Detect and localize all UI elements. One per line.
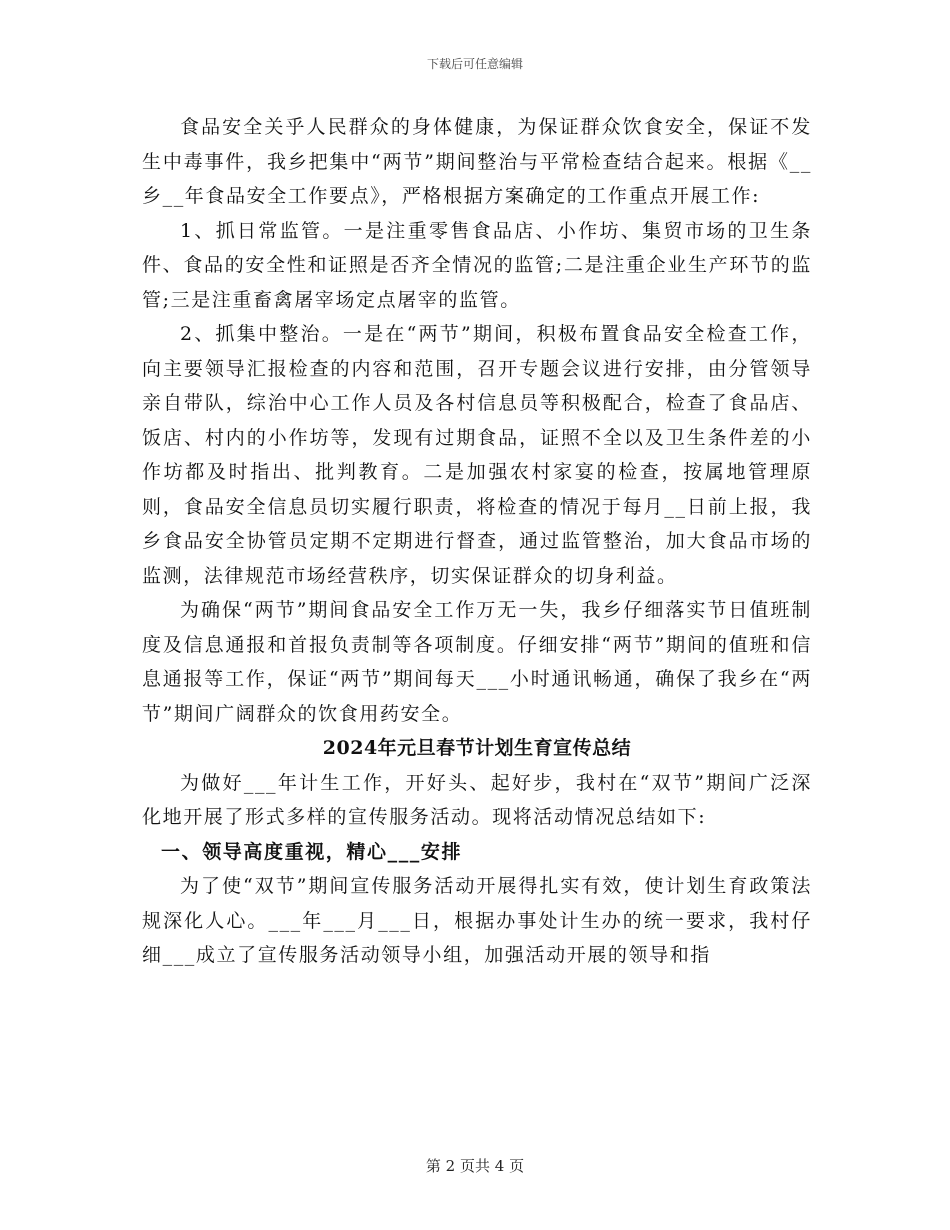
paragraph-centralized-rectification: 2、抓集中整治。一是在“两节”期间，积极布置食品安全检查工作，向主要领导汇报检查的内容和范围，召开专题会议进行安排，由分管领导亲自带队，综治中心工作人员及各村信息员等积极配合，检查了食品店、饭店、村内的小作坊等，发现有过期食品，证照不全以及卫生条件差的小作坊都及时指出、批判教育。二是加强农村家宴的检查，按属地管理原则，食品安全信息员切实履行职责，将检查的情况于每月__日前上报，我乡食品安全协管员定期不定期进行督查，通过监管整治，加大食品市场的监测，法律规范市场经营秩序，切实保证群众的切身利益。: [142, 323, 812, 587]
page-footer: 第 2 页共 4 页: [425, 1157, 525, 1175]
page-header: 下载后可任意编辑: [426, 57, 523, 71]
paragraph-daily-supervision: 1、抓日常监管。一是注重零售食品店、小作坊、集贸市场的卫生条件、食品的安全性和证照是否齐全情况的监管;二是注重企业生产环节的监管;三是注重畜禽屠宰场定点屠宰的监管。: [142, 219, 812, 311]
section-heading-1: 一、领导高度重视，精心___安排: [161, 840, 463, 863]
paragraph-duty-system: 为确保“两节”期间食品安全工作万无一失，我乡仔细落实节日值班制度及信息通报和首报负责制等各项制度。仔细安排“两节”期间的值班和信息通报等工作，保证“两节”期间每天___小时通讯畅通，确保了我乡在“两节”期间广阔群众的饮食用药安全。: [142, 599, 812, 725]
section-title: 2024年元旦春节计划生育宣传总结: [322, 737, 632, 759]
paragraph-summary-intro: 为做好___年计生工作，开好头、起好步，我村在“双节”期间广泛深化地开展了形式多样的宣传服务活动。现将活动情况总结如下:: [142, 771, 812, 828]
document-body: [142, 110, 812, 973]
paragraph-intro: 食品安全关乎人民群众的身体健康，为保证群众饮食安全，保证不发生中毒事件，我乡把集中“两节”期间整治与平常检查结合起来。根据《__乡__年食品安全工作要点》，严格根据方案确定的工作重点开展工作:: [142, 116, 812, 207]
paragraph-leadership: 为了使“双节”期间宣传服务活动开展得扎实有效，使计划生育政策法规深化人心。___年___月___日，根据办事处计生办的统一要求，我村仔细___成立了宣传服务活动领导小组，加强活动开展的领导和指: [142, 875, 812, 966]
